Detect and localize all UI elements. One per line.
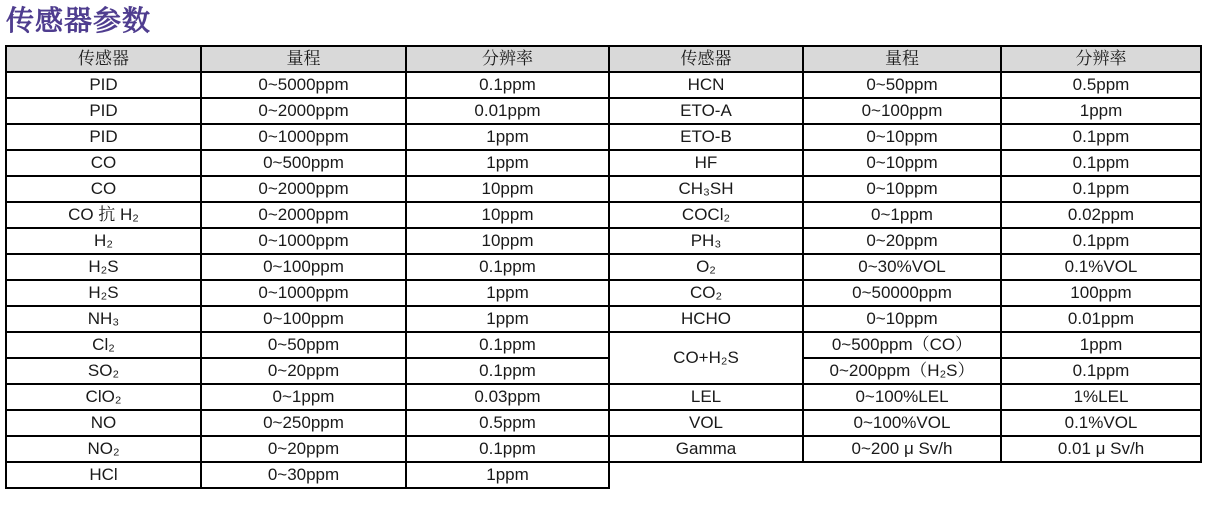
right-range-cell: 0~1ppm (803, 202, 1001, 228)
right-resolution-cell: 1%LEL (1001, 384, 1201, 410)
left-sensor-cell: CO (6, 176, 201, 202)
left-resolution-cell: 1ppm (406, 124, 609, 150)
left-resolution-cell: 0.1ppm (406, 358, 609, 384)
right-range-cell: 0~10ppm (803, 306, 1001, 332)
empty-cell (609, 462, 803, 488)
right-range-cell: 0~200ppm（H₂S） (803, 358, 1001, 384)
right-resolution-cell: 0.1ppm (1001, 176, 1201, 202)
table-row (6, 384, 1201, 410)
right-sensor-cell: ETO-A (609, 98, 803, 124)
left-range-cell: 0~1000ppm (201, 228, 406, 254)
table-row (6, 332, 1201, 358)
left-sensor-cell: H₂S (6, 254, 201, 280)
table-header-row (6, 46, 1201, 72)
right-sensor-cell: COCl₂ (609, 202, 803, 228)
right-sensor-cell: PH₃ (609, 228, 803, 254)
right-range-cell: 0~50ppm (803, 72, 1001, 98)
right-sensor-cell: VOL (609, 410, 803, 436)
table-row (6, 280, 1201, 306)
right-resolution-cell: 0.1ppm (1001, 150, 1201, 176)
right-resolution-cell: 0.1ppm (1001, 358, 1201, 384)
right-resolution-cell: 0.01 μ Sv/h (1001, 436, 1201, 462)
left-sensor-cell: HCl (6, 462, 201, 488)
right-sensor-cell: LEL (609, 384, 803, 410)
left-range-cell: 0~2000ppm (201, 98, 406, 124)
right-range-cell: 0~20ppm (803, 228, 1001, 254)
right-resolution-cell: 0.1ppm (1001, 124, 1201, 150)
right-range-cell: 0~30%VOL (803, 254, 1001, 280)
table-row (6, 462, 1201, 488)
table-row (6, 358, 1201, 384)
left-resolution-cell: 1ppm (406, 462, 609, 488)
right-sensor-cell: CO+H₂S (609, 332, 803, 384)
right-resolution-cell: 0.1%VOL (1001, 254, 1201, 280)
table-row (6, 410, 1201, 436)
right-sensor-cell: HCHO (609, 306, 803, 332)
left-range-cell: 0~2000ppm (201, 176, 406, 202)
left-resolution-column-header: 分辨率 (406, 46, 609, 72)
right-resolution-cell: 0.1%VOL (1001, 410, 1201, 436)
table-row (6, 202, 1201, 228)
table-row (6, 124, 1201, 150)
left-range-cell: 0~1000ppm (201, 124, 406, 150)
table-row (6, 98, 1201, 124)
left-sensor-cell: Cl₂ (6, 332, 201, 358)
left-resolution-cell: 10ppm (406, 228, 609, 254)
left-sensor-cell: H₂ (6, 228, 201, 254)
table-row (6, 436, 1201, 462)
right-range-cell: 0~200 μ Sv/h (803, 436, 1001, 462)
left-sensor-cell: NH₃ (6, 306, 201, 332)
right-sensor-cell: ETO-B (609, 124, 803, 150)
page-title: 传感器参数 (6, 5, 152, 36)
right-range-cell: 0~100%LEL (803, 384, 1001, 410)
right-sensor-cell: O₂ (609, 254, 803, 280)
right-sensor-cell: CH₃SH (609, 176, 803, 202)
table-row (6, 150, 1201, 176)
sensor-spec-table (5, 45, 1202, 489)
right-sensor-cell: Gamma (609, 436, 803, 462)
table-row (6, 306, 1201, 332)
left-range-cell: 0~100ppm (201, 306, 406, 332)
left-sensor-cell: PID (6, 98, 201, 124)
right-resolution-cell: 1ppm (1001, 98, 1201, 124)
left-range-cell: 0~1ppm (201, 384, 406, 410)
left-range-cell: 0~20ppm (201, 436, 406, 462)
right-sensor-cell: HCN (609, 72, 803, 98)
right-range-cell: 0~10ppm (803, 150, 1001, 176)
right-sensor-cell: CO₂ (609, 280, 803, 306)
table-row (6, 254, 1201, 280)
right-range-cell: 0~10ppm (803, 176, 1001, 202)
right-range-cell: 0~500ppm（CO） (803, 332, 1001, 358)
right-resolution-cell: 0.01ppm (1001, 306, 1201, 332)
left-resolution-cell: 0.1ppm (406, 436, 609, 462)
left-resolution-cell: 10ppm (406, 176, 609, 202)
left-range-cell: 0~50ppm (201, 332, 406, 358)
right-resolution-cell: 0.02ppm (1001, 202, 1201, 228)
right-resolution-column-header: 分辨率 (1001, 46, 1201, 72)
right-resolution-cell: 1ppm (1001, 332, 1201, 358)
left-sensor-cell: NO₂ (6, 436, 201, 462)
left-resolution-cell: 0.01ppm (406, 98, 609, 124)
left-sensor-cell: PID (6, 124, 201, 150)
table-row (6, 176, 1201, 202)
left-sensor-cell: CO (6, 150, 201, 176)
left-sensor-cell: PID (6, 72, 201, 98)
right-resolution-cell: 0.1ppm (1001, 228, 1201, 254)
left-range-cell: 0~1000ppm (201, 280, 406, 306)
left-range-cell: 0~250ppm (201, 410, 406, 436)
left-resolution-cell: 1ppm (406, 306, 609, 332)
left-range-cell: 0~20ppm (201, 358, 406, 384)
right-resolution-cell: 100ppm (1001, 280, 1201, 306)
left-resolution-cell: 0.5ppm (406, 410, 609, 436)
empty-cell (803, 462, 1001, 488)
right-range-cell: 0~100%VOL (803, 410, 1001, 436)
left-resolution-cell: 0.1ppm (406, 72, 609, 98)
left-sensor-cell: NO (6, 410, 201, 436)
right-range-cell: 0~10ppm (803, 124, 1001, 150)
left-range-cell: 0~30ppm (201, 462, 406, 488)
left-range-cell: 0~100ppm (201, 254, 406, 280)
left-range-cell: 0~2000ppm (201, 202, 406, 228)
right-range-column-header: 量程 (803, 46, 1001, 72)
left-resolution-cell: 0.1ppm (406, 254, 609, 280)
left-resolution-cell: 10ppm (406, 202, 609, 228)
left-sensor-cell: H₂S (6, 280, 201, 306)
right-sensor-column-header: 传感器 (609, 46, 803, 72)
right-sensor-cell: HF (609, 150, 803, 176)
left-sensor-column-header: 传感器 (6, 46, 201, 72)
empty-cell (1001, 462, 1201, 488)
right-resolution-cell: 0.5ppm (1001, 72, 1201, 98)
left-sensor-cell: ClO₂ (6, 384, 201, 410)
left-resolution-cell: 1ppm (406, 280, 609, 306)
table-body (6, 72, 1201, 488)
left-range-cell: 0~500ppm (201, 150, 406, 176)
left-resolution-cell: 1ppm (406, 150, 609, 176)
right-range-cell: 0~50000ppm (803, 280, 1001, 306)
left-range-cell: 0~5000ppm (201, 72, 406, 98)
table-row (6, 228, 1201, 254)
left-sensor-cell: SO₂ (6, 358, 201, 384)
left-range-column-header: 量程 (201, 46, 406, 72)
table-row (6, 72, 1201, 98)
left-resolution-cell: 0.03ppm (406, 384, 609, 410)
left-resolution-cell: 0.1ppm (406, 332, 609, 358)
left-sensor-cell: CO 抗 H₂ (6, 202, 201, 228)
right-range-cell: 0~100ppm (803, 98, 1001, 124)
